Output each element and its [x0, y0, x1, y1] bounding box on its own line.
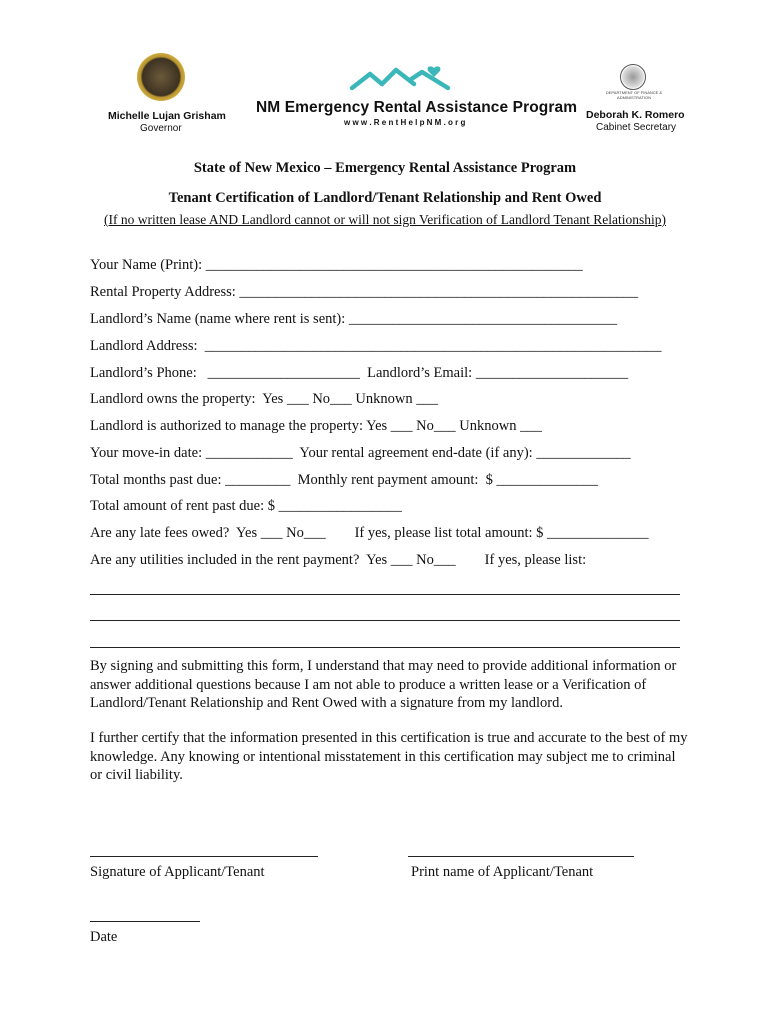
secretary-name: Deborah K. Romero	[586, 109, 685, 121]
field-landlord-name[interactable]: Landlord’s Name (name where rent is sent): _____________________________________	[90, 311, 618, 327]
field-months-past-due[interactable]: Total months past due: _________ Monthly rent payment amount: $ ______________	[90, 472, 599, 488]
program-url: w w w . R e n t H e l p N M . o r g	[344, 118, 466, 127]
utilities-list-line-2[interactable]	[90, 620, 680, 621]
certification-paragraph-1: By signing and submitting this form, I understand that may need to provide additional information or answer additional questions because I am not able to produce a written lease or a Verification of Landlord/Tenant Relationship and Rent Owed with a signature from my landlord.	[90, 658, 677, 711]
governor-title: Governor	[140, 123, 182, 134]
document-title: State of New Mexico – Emergency Rental Assistance Program	[193, 160, 577, 176]
utilities-list-line-3[interactable]	[90, 647, 680, 648]
field-late-fees[interactable]: Are any late fees owed? Yes ___ No___ If yes, please list total amount: $ ______________	[90, 525, 649, 541]
house-roof-logo	[348, 58, 454, 98]
field-utilities[interactable]: Are any utilities included in the rent payment? Yes ___ No___ If yes, please list:	[90, 552, 587, 568]
field-rental-address[interactable]: Rental Property Address: _______________________________________________________	[90, 284, 639, 300]
field-landlord-owns-property[interactable]: Landlord owns the property: Yes ___ No___ Unknown ___	[90, 391, 438, 407]
department-seal-text: DEPARTMENT OF FINANCE & ADMINISTRATION	[605, 90, 663, 100]
field-landlord-address[interactable]: Landlord Address: _______________________________________________________________	[90, 338, 662, 354]
logo-roof-left	[352, 70, 414, 88]
date-line[interactable]	[90, 921, 200, 922]
program-name: NM Emergency Rental Assistance Program	[256, 99, 578, 116]
signature-line[interactable]	[90, 856, 318, 857]
logo-roof-right	[410, 72, 448, 88]
field-landlord-authorized[interactable]: Landlord is authorized to manage the property: Yes ___ No___ Unknown ___	[90, 418, 542, 434]
governor-seal	[137, 53, 185, 101]
field-rent-past-due[interactable]: Total amount of rent past due: $ _________________	[90, 498, 402, 514]
document-subtitle-bold: Tenant Certification of Landlord/Tenant Relationship and Rent Owed	[168, 190, 602, 206]
department-seal	[620, 64, 646, 90]
print-name-label: Print name of Applicant/Tenant	[411, 864, 594, 880]
field-landlord-phone-email[interactable]: Landlord’s Phone: _____________________ Landlord’s Email: _____________________	[90, 365, 629, 381]
certification-paragraph-2: I further certify that the information presented in this certification is true and accurate to the best of my knowledge. Any knowing or intentional misstatement in this certification may subject me to criminal or civil liability.	[90, 730, 688, 783]
signature-label: Signature of Applicant/Tenant	[90, 864, 265, 880]
document-note: (If no written lease AND Landlord cannot or will not sign Verification of Landlord Tenant Relationship)	[103, 212, 667, 227]
field-your-name[interactable]: Your Name (Print): ____________________________________________________	[90, 257, 583, 273]
date-label: Date	[90, 929, 118, 945]
print-name-line[interactable]	[408, 856, 634, 857]
secretary-title: Cabinet Secretary	[596, 122, 677, 133]
governor-name: Michelle Lujan Grisham	[108, 110, 226, 122]
field-move-in-date[interactable]: Your move-in date: ____________ Your rental agreement end-date (if any): _____________	[90, 445, 631, 461]
utilities-list-line-1[interactable]	[90, 594, 680, 595]
